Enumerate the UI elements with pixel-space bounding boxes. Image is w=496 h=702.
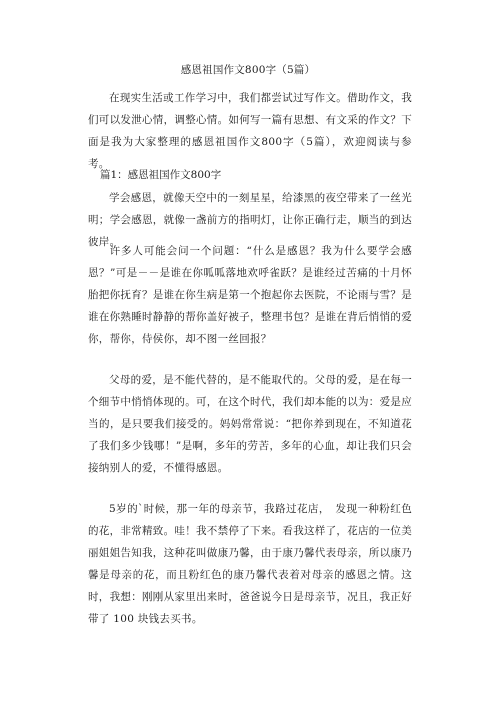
- body-paragraph-4-text: 5岁的`时候，那一年的母亲节，我路过花店， 发现一种粉红色的花，非常精致。哇！我不禁停了下来。看我这样了，花店的一位美丽姐姐告知我，这种花叫做康乃馨，由于康乃馨代表母亲，所以康乃馨是母亲的花，而且粉红色的康乃馨代表着对母亲的感恩之情。这时，我想：刚刚从家里出来时，爸爸说今日是母亲节，况且，我正好带了 100 块钱去买书。: [88, 503, 412, 625]
- section-heading-text: 篇1：感恩祖国作文800字: [100, 169, 222, 181]
- body-paragraph-3-text: 父母的爱，是不能代替的，是不能取代的。父母的爱，是在每一个细节中悄悄体现的。可，在这个时代，我们却本能的以为：爱是应当的，是只要我们接受的。妈妈常常说：“把你养到现在，不知道花了我们多少钱哪！”是啊，多年的劳苦，多年的心血，却让我们只会接纳别人的爱，不懂得感恩。: [88, 374, 412, 474]
- body-paragraph-1-text: 学会感恩，就像天空中的一刻星星，给漆黑的夜空带来了一丝光明；学会感恩，就像一盏前方的指明灯，让你正确行走，顺当的到达彼岸。: [88, 192, 412, 248]
- body-paragraph-2: [88, 240, 412, 350]
- intro-text: 在现实生活或工作学习中，我们都尝试过写作文。借助作文，我们可以发泄心情，调整心情。如何写一篇有思想、有文采的作文？下面是我为大家整理的感恩祖国作文800字（5篇），欢迎阅读与参考。: [88, 92, 412, 170]
- body-paragraph-3: [88, 369, 412, 479]
- body-paragraph-4: [88, 498, 412, 630]
- document-title: 感恩祖国作文800字（5篇）: [180, 64, 316, 76]
- intro-paragraph: [88, 87, 412, 175]
- section-heading: [88, 164, 221, 186]
- body-paragraph-2-text: 许多人可能会问一个问题：“什么是感恩？我为什么要学会感恩？”可是－－是谁在你呱呱落地欢呼雀跃？是谁经过苦痛的十月怀胎把你抚育？是谁在你生病是第一个抱起你去医院，不论雨与雪？是谁在你熟睡时静静的帮你盖好被子，整理书包？是谁在背后悄悄的爱你，帮你，侍侯你，却不图一丝回报？: [88, 245, 412, 345]
